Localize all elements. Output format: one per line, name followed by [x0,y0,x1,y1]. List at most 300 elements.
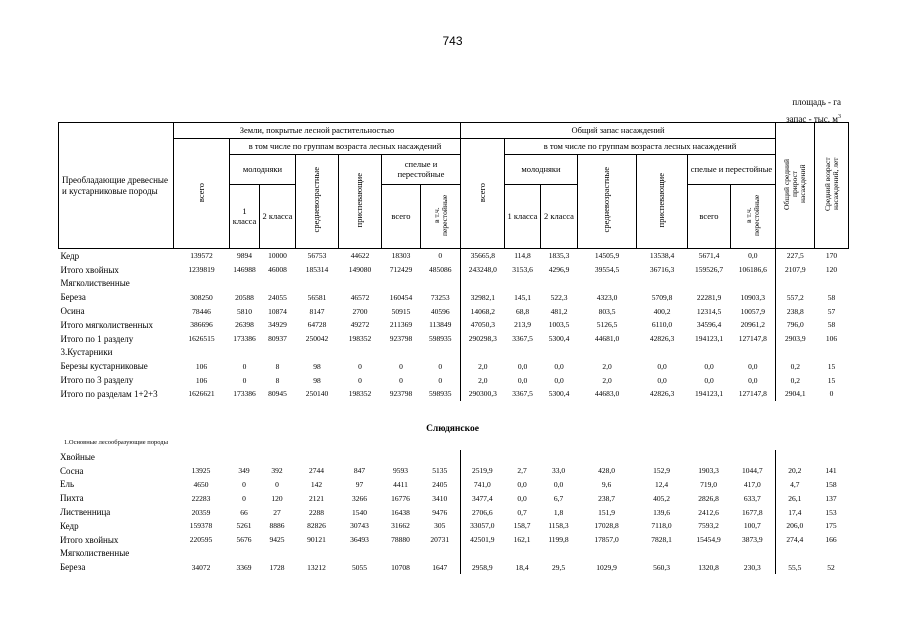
table-cell: 198352 [348,389,372,399]
table-cell: 20731 [430,535,450,545]
table-cell: 0,0 [517,361,528,371]
table-cell [540,450,577,464]
table-cell [687,450,730,464]
table-cell: 598935 [429,334,452,344]
table-cell: 803,5 [598,306,616,316]
table-cell [541,277,578,291]
table-cell: 243248,0 [461,263,505,277]
table-cell: 923798 [389,389,413,399]
table-cell: 152,9 [653,466,670,476]
table-cell: 0 [358,361,362,371]
table-cell: 170 [825,251,838,261]
table-cell: 1239819 [188,265,215,275]
table-cell [382,346,421,360]
table-cell: 0,0 [657,361,667,371]
table-cell: 0,2 [776,359,815,373]
table-cell: 0 [242,375,247,385]
table-cell: 386696 [190,320,213,330]
table-cell [259,450,295,464]
table-cell: 2744 [309,466,324,476]
table-cell: 78880 [391,535,410,545]
table-cell: 0 [438,375,443,385]
section-title: Слюдянское [426,424,479,434]
table-cell: 428,0 [598,466,615,476]
table-cell: 3153,6 [512,265,533,275]
table-cell [173,547,229,561]
table-header [59,123,849,249]
table-cell: 0 [242,493,246,503]
section-subtitle: 1.Основные лесообразующие породы [64,439,168,446]
table-cell: 598935 [429,389,452,399]
table-cell: 5261 [236,521,252,531]
table-cell: 141 [825,466,837,476]
table-cell: 392 [271,466,283,476]
table-cell: 0,0 [748,361,758,371]
table-cell: 7118,0 [651,521,672,531]
table-cell: 250140 [305,389,329,399]
page-number: 743 [442,34,463,48]
table-cell [815,277,849,291]
header-stock-premature [637,155,688,249]
table-cell: 5300,4 [548,334,570,344]
row-species-name: Лиственница [60,507,111,518]
table-cell: 33,0 [551,466,566,476]
table-cell: 3266 [352,493,367,503]
header-area-group: Земли, покрытые лесной растительностью [174,123,461,139]
table-cell: 481,2 [550,306,568,316]
table-cell: 1728 [269,562,285,572]
table-cell [382,277,421,291]
table-cell: 712429 [389,265,413,275]
units-area-note: площадь - га [792,97,841,107]
table-cell: 17,4 [775,505,814,519]
table-cell [637,346,688,360]
table-cell: 8886 [269,521,285,531]
table-cell [173,450,229,464]
table-cell: 80937 [268,334,287,344]
header-growth [776,123,815,249]
forest-stock-table [58,122,849,401]
table-cell: 4411 [393,479,408,489]
table-cell: 159378 [189,521,213,531]
table-cell: 33057,0 [460,519,504,533]
table-cell: 27 [273,507,281,517]
table-cell [776,346,815,360]
table-body-section-1 [59,249,849,401]
row-species-name: Итого мягколиственных [60,319,153,330]
table-cell: 0 [438,251,443,261]
table-cell: 73253 [430,292,450,302]
table-cell: 120 [271,493,283,503]
table-cell [229,547,259,561]
header-stock-overmature [731,185,776,249]
table-cell: 1044,7 [741,466,763,476]
table-cell: 160454 [389,292,413,302]
table-cell: 46572 [350,292,370,302]
table-cell: 1626621 [188,389,215,399]
table-cell: 847 [353,466,366,476]
table-cell: 0 [242,361,247,371]
table-cell: 5055 [352,562,367,572]
table-cell: 22281,9 [696,292,722,302]
table-cell [338,450,381,464]
table-cell: 106 [825,334,838,344]
table-cell: 58 [827,320,836,330]
table-cell [339,277,382,291]
table-cell: 20,2 [775,464,814,478]
table-cell: 194123,1 [694,334,724,344]
table-cell: 12,4 [654,479,669,489]
table-cell: 2288 [309,507,324,517]
table-cell: 7828,1 [651,535,672,545]
header-stock-overmature-text: в т.ч. перестойные [744,194,761,236]
table-cell: 1835,3 [548,251,570,261]
table-cell: 238,7 [598,493,615,503]
table-cell [381,450,420,464]
header-stock-young-1: 1 класса [505,185,541,249]
table-cell: 0,0 [748,375,758,385]
table-cell: 31662 [391,521,410,531]
table-cell [259,547,295,561]
table-cell: 142 [310,479,323,489]
table-cell: 10874 [268,306,287,316]
table-cell [731,346,776,360]
table-cell: 0 [242,479,246,489]
table-row [58,519,848,533]
table-cell: 0,0 [517,375,528,385]
table-cell: 106 [195,375,208,385]
table-cell: 1647 [432,562,448,572]
table-cell [814,450,848,464]
table-cell: 5810 [237,306,252,316]
table-cell: 82826 [307,521,326,531]
table-row [58,533,848,547]
table-cell: 13212 [307,562,326,572]
table-cell: 34072 [191,562,211,572]
header-stock-middle-text: средневозрастные [601,167,612,233]
table-cell: 1540 [352,507,367,517]
header-area-total-text: всего [195,182,206,202]
row-species-name: Береза [60,292,86,303]
table-cell: 146988 [233,265,256,275]
table-cell: 220595 [189,535,213,545]
table-cell: 10903,3 [740,292,765,302]
table-cell: 20961,2 [740,320,765,330]
header-area-young-1: 1 класса [230,185,260,249]
table-cell [505,346,541,360]
table-cell: 42501,9 [460,533,504,547]
row-species-name: Кедр [60,250,80,261]
table-cell: 68,8 [515,306,530,316]
table-cell [295,547,338,561]
table-cell: 3410 [432,493,448,503]
row-species-name: Итого по 1 разделу [60,333,134,344]
table-cell: 0 [438,361,443,371]
table-cell: 227,5 [776,249,815,263]
table-cell: 1199,8 [548,535,569,545]
table-cell: 522,3 [550,292,568,302]
table-cell: 0 [399,361,403,371]
table-cell: 2958,9 [460,560,504,574]
table-cell: 0 [399,375,403,385]
header-stock-total [461,139,505,249]
row-species-name: Мягколиственные [60,278,130,289]
table-cell [260,277,296,291]
table-cell: 26398 [235,320,254,330]
table-cell: 230,3 [743,562,761,572]
header-stock-mature-total: всего [688,185,731,249]
table-cell: 78446 [192,306,211,316]
header-stock-age-groups: в том числе по группам возраста лесных насаждений [505,139,776,155]
row-species-name: Итого по разделам 1+2+3 [60,388,158,399]
table-row [59,359,849,373]
table-cell: 9476 [432,507,448,517]
table-cell: 5676 [236,535,252,545]
table-cell [688,346,731,360]
table-cell: 35665,8 [461,249,505,263]
table-cell [460,547,504,561]
table-cell: 44681,0 [594,334,620,344]
table-cell: 2,0 [602,375,612,385]
forest-stock-table-section-2 [58,450,848,574]
table-cell: 30743 [350,521,369,531]
table-cell: 2826,8 [698,493,719,503]
table-cell: 98 [313,361,321,371]
row-species-name: Березы кустарниковые [60,361,148,372]
table-cell: 719,0 [700,479,717,489]
table-cell: 6110,0 [651,320,673,330]
table-cell: 39554,5 [594,265,620,275]
table-cell: 97 [355,479,364,489]
table-cell: 49272 [350,320,370,330]
table-cell: 4,7 [775,478,814,492]
header-stock-young-2: 2 класса [541,185,578,249]
table-cell: 137 [825,493,837,503]
table-cell: 57 [827,306,836,316]
table-cell: 2,0 [461,359,505,373]
table-cell: 9425 [269,535,285,545]
table-cell: 3477,4 [460,491,504,505]
table-cell: 139572 [190,251,213,261]
table-cell [578,277,637,291]
table-cell: 8 [275,375,280,385]
table-cell: 8 [275,361,280,371]
table-cell [775,450,814,464]
table-cell: 17028,8 [594,521,619,531]
table-cell: 290300,3 [461,387,505,401]
table-cell: 34929 [268,320,287,330]
table-cell [420,547,460,561]
table-cell: 158 [825,479,837,489]
table-row [59,249,849,263]
table-row [58,464,848,478]
header-area-middle-text: средневозрастные [311,167,322,233]
table-cell: 15 [827,361,836,371]
header-stock-middle [578,155,637,249]
table-cell: 14068,2 [461,304,505,318]
table-cell: 194123,1 [694,389,724,399]
table-cell: 305 [434,521,446,531]
header-age [815,123,849,249]
table-cell: 36493 [350,535,369,545]
header-growth-text: Общий средний прирост насаждений [782,158,807,210]
table-cell: 22283 [191,493,211,503]
table-cell [636,547,687,561]
table-cell [230,346,260,360]
table-cell: 10708 [391,562,410,572]
table-cell: 2121 [309,493,324,503]
header-stock-group: Общий запас насаждений [461,123,776,139]
units-stock-sup: 3 [838,114,841,120]
table-cell: 106 [195,361,208,371]
table-cell: 149080 [348,265,372,275]
row-species-name: Осина [60,306,85,317]
table-cell: 0,0 [748,251,758,261]
table-cell: 44622 [350,251,370,261]
table-cell: 162,1 [513,535,531,545]
header-stock-young: молодняки [505,155,578,185]
table-cell: 1677,8 [741,507,763,517]
table-cell: 0,0 [657,375,667,385]
table-cell: 5126,5 [596,320,618,330]
table-cell [295,450,338,464]
row-species-name: Кедр [60,520,79,531]
row-species-name: Итого хвойных [60,264,119,275]
table-cell: 6,7 [553,493,564,503]
header-stock-premature-text: приспевающие [656,172,667,228]
table-cell: 0,0 [554,375,564,385]
table-cell: 417,0 [743,479,761,489]
table-cell [688,277,731,291]
table-cell: 80945 [268,389,287,399]
table-cell: 0,7 [517,507,527,517]
table-cell: 274,4 [775,533,814,547]
table-cell [814,547,848,561]
table-cell: 24055 [268,292,287,302]
table-cell: 3367,5 [512,389,533,399]
table-cell: 13538,4 [649,251,675,261]
header-area-young-2: 2 класса [260,185,296,249]
table-cell: 42826,3 [649,334,675,344]
table-cell: 2904,1 [776,387,815,401]
header-area-middle [296,155,339,249]
table-cell: 2,7 [517,466,527,476]
table-cell: 0,0 [517,493,527,503]
table-cell [637,277,688,291]
table-cell: 56581 [307,292,327,302]
table-cell: 0,2 [776,373,815,387]
table-cell: 46008 [268,265,287,275]
table-cell: 198352 [348,334,372,344]
table-cell [296,277,339,291]
table-cell: 0 [275,479,279,489]
table-cell [174,277,230,291]
table-row [59,263,849,277]
table-cell: 0,0 [704,375,714,385]
table-cell: 0,0 [553,479,564,489]
table-cell: 12314,5 [696,306,722,316]
table-cell: 1003,5 [548,320,570,330]
table-cell: 2,0 [602,361,612,371]
table-row [59,373,849,387]
table-cell: 173386 [233,334,256,344]
table-cell: 633,7 [743,493,761,503]
table-cell: 2903,9 [776,332,815,346]
table-cell [339,346,382,360]
table-cell [174,346,230,360]
table-cell: 485086 [429,265,452,275]
table-cell [730,547,775,561]
table-cell: 20588 [235,292,254,302]
table-cell: 47050,3 [461,318,505,332]
table-cell: 50915 [391,306,411,316]
table-cell: 127147,8 [738,389,767,399]
table-cell: 15454,9 [696,535,721,545]
table-cell: 40596 [430,306,450,316]
header-area-premature [339,155,382,249]
table-row [58,478,848,492]
header-area-overmature-text: в т.ч. перестойные [431,194,449,236]
table-cell: 15 [827,375,836,385]
header-area-overmature [421,185,461,249]
table-cell [460,450,504,464]
table-cell [296,346,339,360]
table-cell: 17857,0 [594,535,619,545]
table-cell: 5300,4 [548,389,570,399]
table-cell: 9593 [393,466,408,476]
table-cell: 5135 [432,466,448,476]
header-area-total [174,139,230,249]
table-cell: 2107,9 [776,263,815,277]
header-stock-mature: спелые и перестойные [688,155,776,185]
table-cell: 0,0 [554,361,564,371]
row-species-name: Сосна [60,465,84,476]
table-cell: 308250 [190,292,213,302]
table-cell: 4650 [193,479,209,489]
table-cell: 2412,6 [698,507,719,517]
table-cell [381,547,420,561]
table-cell [420,450,460,464]
table-row [59,387,849,401]
table-cell [815,346,849,360]
table-cell: 18,4 [515,562,529,572]
header-species: Преобладающие древесные и кустарниковые породы [59,123,174,249]
table-cell: 3873,9 [741,535,763,545]
table-cell [776,277,815,291]
table-cell [577,450,636,464]
table-cell: 66 [240,507,248,517]
section-heading-row [58,547,848,561]
table-cell: 7593,2 [698,521,719,531]
table-cell: 98 [313,375,321,385]
table-cell: 2,0 [461,373,505,387]
table-cell: 42826,3 [649,389,675,399]
table-cell: 139,6 [653,507,670,517]
table-cell: 250042 [305,334,329,344]
table-cell: 206,0 [775,519,814,533]
table-cell: 185314 [305,265,329,275]
header-area-mature: спелые и перестойные [382,155,461,185]
table-cell: 173386 [233,389,256,399]
table-cell [421,346,461,360]
table-cell: 20359 [191,507,211,517]
table-cell: 2700 [352,306,368,316]
table-cell [636,450,687,464]
table-row [59,304,849,318]
table-cell: 560,3 [653,562,670,572]
table-row [59,290,849,304]
table-cell: 34596,4 [696,320,722,330]
